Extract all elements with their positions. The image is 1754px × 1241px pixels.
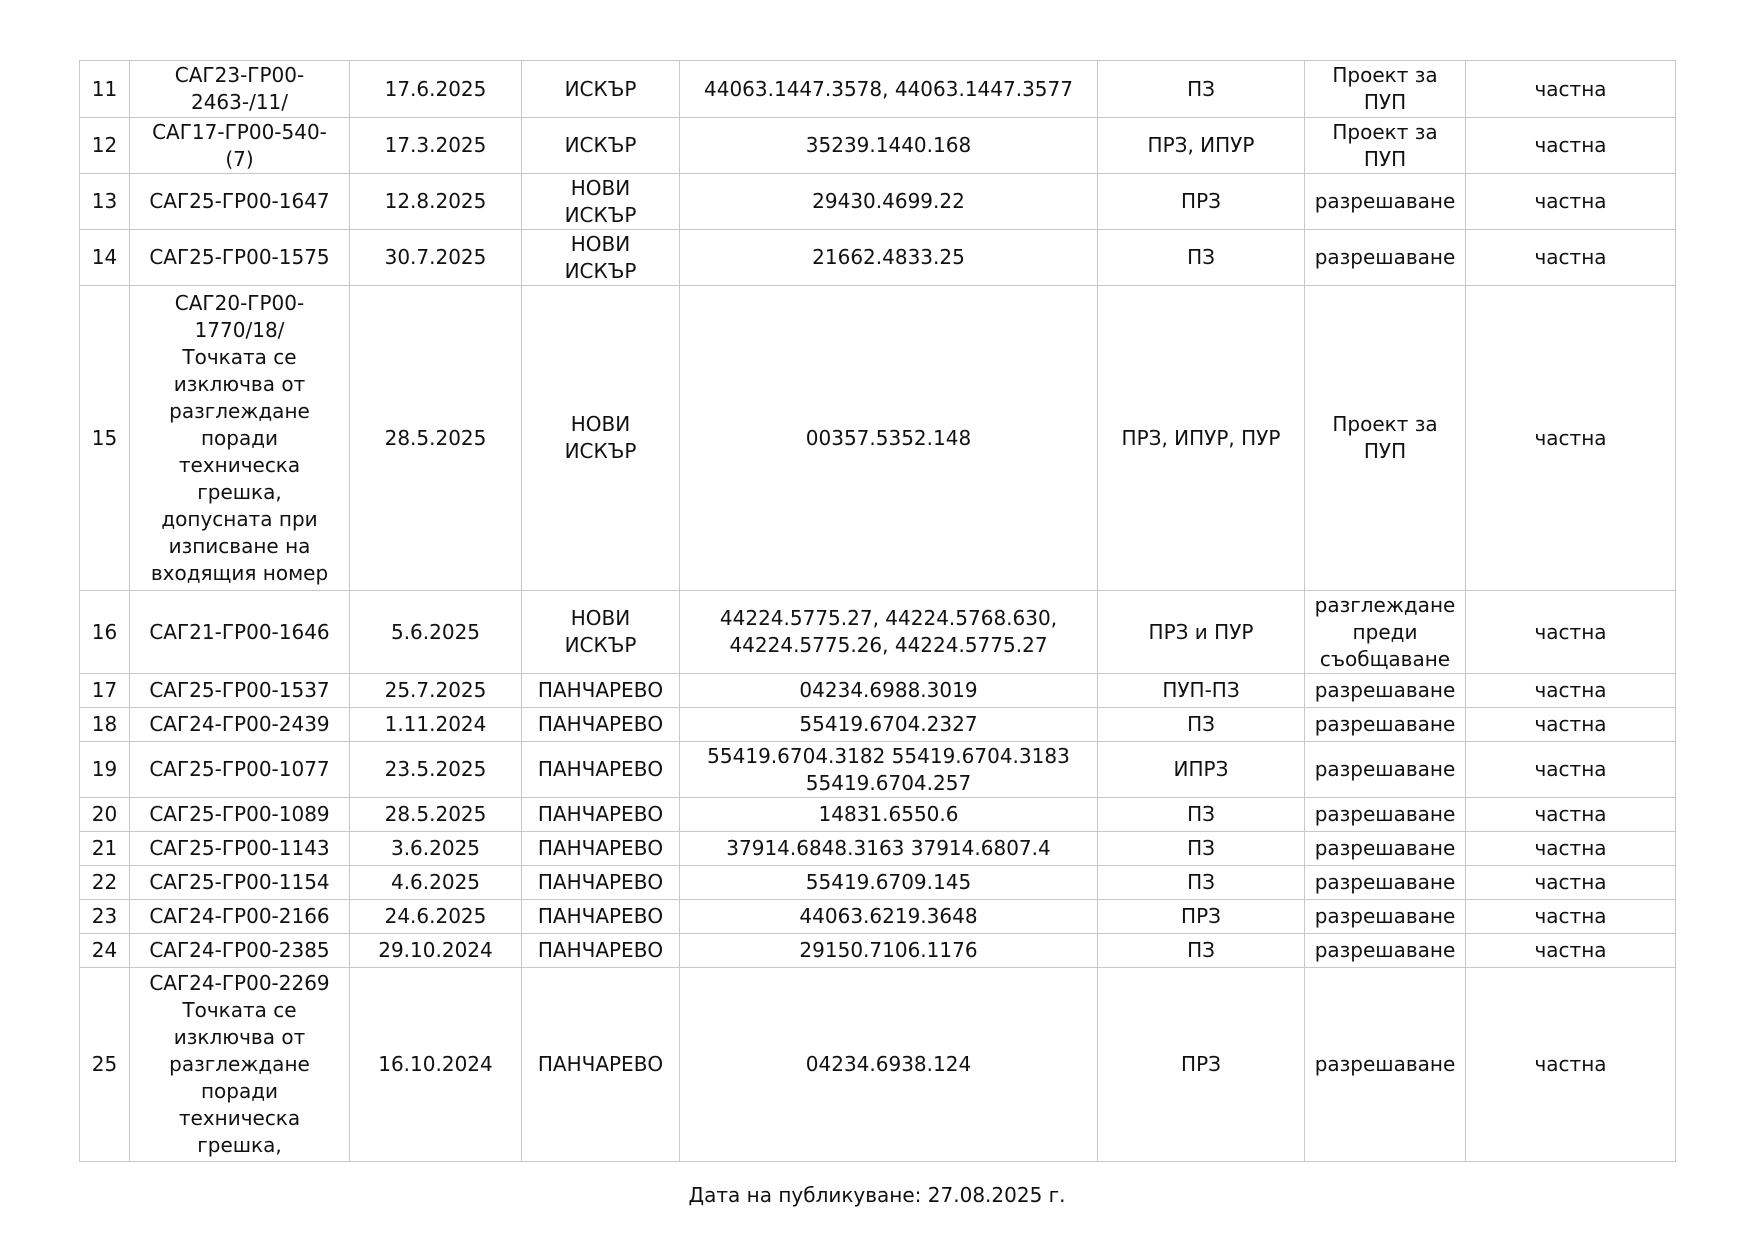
district-cell: [522, 742, 680, 798]
district-line: ПАНЧАРЕВО: [537, 870, 664, 894]
plan-type-cell: ПРЗ: [1098, 900, 1305, 934]
procedure-stage-line: Проект за: [1332, 63, 1438, 87]
district-line: НОВИ: [570, 606, 631, 630]
district-line: ИСКЪР: [564, 258, 637, 283]
procedure-stage-line: ПУП: [1363, 90, 1407, 114]
date-cell: 28.5.2025: [350, 286, 522, 591]
file-number-line: 1770/18/: [194, 317, 285, 342]
ownership-cell: частна: [1466, 742, 1676, 798]
table-row: [80, 968, 1676, 1162]
file-number-line: САГ21-ГР00-1646: [149, 619, 330, 644]
procedure-stage-line: ПУП: [1363, 439, 1407, 463]
cadastral-ids-cell: [680, 61, 1098, 118]
row-number-cell: 25: [80, 968, 130, 1162]
plan-type-cell: ПЗ: [1098, 934, 1305, 968]
district-line: ПАНЧАРЕВО: [537, 712, 664, 736]
file-number-line: САГ24-ГР00-2385: [149, 938, 330, 962]
file-number-line: САГ25-ГР00-1077: [149, 757, 330, 781]
row-number-cell: 13: [80, 174, 130, 230]
procedure-stage-cell: [1305, 61, 1466, 118]
table-row: [80, 900, 1676, 934]
procedure-stage-line: разрешаване: [1314, 836, 1456, 860]
row-number-cell: 20: [80, 798, 130, 832]
cadastral-ids-line: 44224.5775.27, 44224.5768.630,: [719, 606, 1058, 630]
procedure-stage-cell: [1305, 230, 1466, 286]
ownership-cell: частна: [1466, 674, 1676, 708]
file-number-cell: [130, 708, 350, 742]
procedure-stage-line: разрешаване: [1314, 757, 1456, 781]
plan-type-cell: ПРЗ: [1098, 174, 1305, 230]
ownership-cell: частна: [1466, 286, 1676, 591]
cadastral-ids-line: 29430.4699.22: [812, 189, 965, 213]
file-number-line: грешка,: [197, 479, 282, 504]
district-line: ПАНЧАРЕВО: [537, 802, 664, 826]
row-number-cell: 15: [80, 286, 130, 591]
cadastral-ids-line: 44224.5775.26, 44224.5775.27: [729, 633, 1048, 657]
date-cell: 17.3.2025: [350, 118, 522, 174]
cadastral-ids-cell: [680, 742, 1098, 798]
procedure-stage-cell: [1305, 674, 1466, 708]
district-line: ПАНЧАРЕВО: [537, 904, 664, 928]
procedure-stage-cell: [1305, 591, 1466, 674]
cadastral-ids-line: 55419.6704.257: [805, 770, 972, 795]
cadastral-ids-line: 55419.6704.2327: [799, 712, 978, 736]
cadastral-ids-line: 37914.6848.3163 37914.6807.4: [726, 836, 1051, 860]
row-number-cell: 16: [80, 591, 130, 674]
district-cell: [522, 174, 680, 230]
cadastral-ids-line: 04234.6938.124: [805, 1052, 972, 1076]
plan-type-cell: ПЗ: [1098, 798, 1305, 832]
table-row: [80, 798, 1676, 832]
row-number-cell: 22: [80, 866, 130, 900]
plan-type-cell: ПЗ: [1098, 832, 1305, 866]
district-line: ИСКЪР: [564, 76, 637, 101]
cadastral-ids-cell: [680, 866, 1098, 900]
row-number-cell: 18: [80, 708, 130, 742]
file-number-line: изключва от: [173, 371, 306, 396]
procedure-stage-line: Проект за: [1332, 412, 1438, 436]
cadastral-ids-cell: [680, 118, 1098, 174]
file-number-line: САГ25-ГР00-1647: [149, 189, 330, 213]
table-row: [80, 708, 1676, 742]
procedure-stage-line: разрешаване: [1314, 904, 1456, 928]
file-number-line: САГ24-ГР00-2269: [149, 971, 330, 995]
date-cell: 17.6.2025: [350, 61, 522, 118]
cadastral-ids-line: 35239.1440.168: [805, 133, 972, 157]
procedure-stage-cell: [1305, 742, 1466, 798]
table-row: [80, 742, 1676, 798]
procedure-stage-line: разрешаване: [1314, 1052, 1456, 1076]
district-line: ПАНЧАРЕВО: [537, 678, 664, 702]
plan-type-cell: ПЗ: [1098, 230, 1305, 286]
table-row: [80, 174, 1676, 230]
table-row: [80, 832, 1676, 866]
procedure-stage-cell: [1305, 934, 1466, 968]
cadastral-ids-cell: [680, 591, 1098, 674]
procedure-stage-line: разрешаване: [1314, 712, 1456, 736]
table-row: [80, 866, 1676, 900]
file-number-cell: [130, 591, 350, 674]
table-row: [80, 286, 1676, 591]
district-line: ПАНЧАРЕВО: [537, 938, 664, 962]
district-cell: [522, 832, 680, 866]
district-cell: [522, 674, 680, 708]
procedure-stage-line: разрешаване: [1314, 870, 1456, 894]
cadastral-ids-cell: [680, 832, 1098, 866]
file-number-line: САГ25-ГР00-1537: [149, 678, 330, 702]
row-number-cell: 12: [80, 118, 130, 174]
cadastral-ids-cell: [680, 286, 1098, 591]
cadastral-ids-cell: [680, 230, 1098, 286]
district-cell: [522, 934, 680, 968]
plan-type-cell: ПЗ: [1098, 61, 1305, 118]
cadastral-ids-line: 00357.5352.148: [805, 425, 972, 450]
district-cell: [522, 591, 680, 674]
district-cell: [522, 286, 680, 591]
ownership-cell: частна: [1466, 798, 1676, 832]
file-number-line: САГ24-ГР00-2166: [149, 904, 330, 928]
date-cell: 4.6.2025: [350, 866, 522, 900]
procedure-stage-line: ПУП: [1363, 146, 1407, 171]
procedure-stage-line: разрешаване: [1314, 189, 1456, 213]
district-cell: [522, 866, 680, 900]
date-cell: 24.6.2025: [350, 900, 522, 934]
district-cell: [522, 230, 680, 286]
cadastral-ids-line: 55419.6709.145: [805, 870, 972, 894]
file-number-line: Точката се: [182, 344, 297, 369]
date-cell: 5.6.2025: [350, 591, 522, 674]
cadastral-ids-cell: [680, 174, 1098, 230]
file-number-line: входящия номер: [150, 560, 329, 585]
file-number-cell: [130, 798, 350, 832]
file-number-cell: [130, 866, 350, 900]
ownership-cell: частна: [1466, 230, 1676, 286]
file-number-line: САГ25-ГР00-1089: [149, 802, 330, 826]
cadastral-ids-line: 44063.6219.3648: [799, 904, 978, 928]
row-number-cell: 24: [80, 934, 130, 968]
procedure-stage-line: разрешаване: [1314, 802, 1456, 826]
register-table: [79, 60, 1676, 1162]
date-cell: 1.11.2024: [350, 708, 522, 742]
district-line: НОВИ: [570, 175, 631, 200]
district-line: ПАНЧАРЕВО: [537, 836, 664, 860]
cadastral-ids-cell: [680, 798, 1098, 832]
table-row: [80, 230, 1676, 286]
file-number-line: САГ25-ГР00-1154: [149, 870, 330, 894]
file-number-line: допусната при: [161, 506, 318, 531]
cadastral-ids-line: 55419.6704.3182 55419.6704.3183: [707, 743, 1070, 768]
procedure-stage-cell: [1305, 286, 1466, 591]
ownership-cell: частна: [1466, 934, 1676, 968]
ownership-cell: частна: [1466, 708, 1676, 742]
procedure-stage-line: разрешаване: [1314, 245, 1456, 269]
file-number-cell: [130, 61, 350, 118]
file-number-cell: [130, 934, 350, 968]
file-number-line: техническа: [178, 452, 301, 477]
file-number-line: поради: [200, 425, 279, 450]
district-cell: [522, 900, 680, 934]
district-line: ПАНЧАРЕВО: [537, 1052, 664, 1076]
date-cell: 29.10.2024: [350, 934, 522, 968]
procedure-stage-line: преди: [1352, 619, 1418, 644]
file-number-cell: [130, 174, 350, 230]
procedure-stage-line: разглеждане: [1314, 592, 1456, 617]
plan-type-cell: ИПРЗ: [1098, 742, 1305, 798]
procedure-stage-cell: [1305, 832, 1466, 866]
table-row: [80, 591, 1676, 674]
file-number-cell: [130, 118, 350, 174]
file-number-line: разглеждане: [169, 1052, 310, 1076]
district-line: ИСКЪР: [564, 133, 637, 157]
row-number-cell: 11: [80, 61, 130, 118]
plan-type-cell: ПУП-ПЗ: [1098, 674, 1305, 708]
date-cell: 28.5.2025: [350, 798, 522, 832]
file-number-line: изключва от: [173, 1025, 306, 1049]
file-number-line: техническа: [178, 1106, 301, 1130]
file-number-cell: [130, 742, 350, 798]
district-cell: [522, 118, 680, 174]
table-row: [80, 674, 1676, 708]
row-number-cell: 19: [80, 742, 130, 798]
ownership-cell: частна: [1466, 866, 1676, 900]
table-body: [80, 61, 1676, 1162]
procedure-stage-cell: [1305, 174, 1466, 230]
cadastral-ids-cell: [680, 934, 1098, 968]
row-number-cell: 21: [80, 832, 130, 866]
row-number-cell: 23: [80, 900, 130, 934]
district-line: ИСКЪР: [564, 439, 637, 463]
date-cell: 30.7.2025: [350, 230, 522, 286]
procedure-stage-line: разрешаване: [1314, 678, 1456, 702]
district-cell: [522, 968, 680, 1162]
date-cell: 16.10.2024: [350, 968, 522, 1162]
ownership-cell: частна: [1466, 591, 1676, 674]
ownership-cell: частна: [1466, 61, 1676, 118]
district-line: НОВИ: [570, 412, 631, 436]
date-cell: 3.6.2025: [350, 832, 522, 866]
district-cell: [522, 708, 680, 742]
district-cell: [522, 61, 680, 118]
district-line: ПАНЧАРЕВО: [537, 757, 664, 781]
procedure-stage-cell: [1305, 708, 1466, 742]
cadastral-ids-cell: [680, 900, 1098, 934]
cadastral-ids-line: 04234.6988.3019: [799, 678, 978, 702]
ownership-cell: частна: [1466, 968, 1676, 1162]
cadastral-ids-cell: [680, 968, 1098, 1162]
cadastral-ids-cell: [680, 674, 1098, 708]
file-number-cell: [130, 968, 350, 1162]
cadastral-ids-line: 29150.7106.1176: [799, 938, 978, 962]
ownership-cell: частна: [1466, 118, 1676, 174]
file-number-line: (7): [225, 146, 254, 171]
cadastral-ids-line: 14831.6550.6: [818, 802, 959, 826]
cadastral-ids-line: 21662.4833.25: [812, 245, 965, 269]
date-cell: 23.5.2025: [350, 742, 522, 798]
district-line: ИСКЪР: [564, 633, 637, 657]
file-number-line: САГ17-ГР00-540-: [152, 119, 327, 144]
file-number-line: разглеждане: [169, 398, 310, 423]
file-number-line: изписване на: [168, 533, 311, 558]
procedure-stage-cell: [1305, 900, 1466, 934]
file-number-cell: [130, 674, 350, 708]
cadastral-ids-cell: [680, 708, 1098, 742]
district-line: НОВИ: [570, 231, 631, 256]
procedure-stage-line: Проект за: [1332, 119, 1438, 144]
file-number-line: САГ25-ГР00-1143: [149, 836, 330, 860]
row-number-cell: 14: [80, 230, 130, 286]
ownership-cell: частна: [1466, 832, 1676, 866]
procedure-stage-cell: [1305, 866, 1466, 900]
ownership-cell: частна: [1466, 174, 1676, 230]
plan-type-cell: ПРЗ и ПУР: [1098, 591, 1305, 674]
procedure-stage-line: разрешаване: [1314, 938, 1456, 962]
file-number-cell: [130, 900, 350, 934]
procedure-stage-cell: [1305, 118, 1466, 174]
file-number-line: САГ23-ГР00-: [174, 63, 305, 87]
cadastral-ids-line: 44063.1447.3578, 44063.1447.3577: [704, 76, 1073, 101]
plan-type-cell: ПРЗ, ИПУР: [1098, 118, 1305, 174]
publication-date: Дата на публикуване: 27.08.2025 г.: [688, 1183, 1066, 1207]
plan-type-cell: ПЗ: [1098, 866, 1305, 900]
file-number-line: 2463-/11/: [190, 90, 289, 114]
plan-type-cell: ПЗ: [1098, 708, 1305, 742]
file-number-line: Точката се: [182, 998, 297, 1022]
plan-type-cell: ПРЗ, ИПУР, ПУР: [1098, 286, 1305, 591]
file-number-line: поради: [200, 1079, 279, 1103]
row-number-cell: 17: [80, 674, 130, 708]
file-number-cell: [130, 832, 350, 866]
file-number-line: САГ20-ГР00-: [174, 290, 305, 315]
table-row: [80, 118, 1676, 174]
date-cell: 12.8.2025: [350, 174, 522, 230]
file-number-cell: [130, 230, 350, 286]
file-number-cell: [130, 286, 350, 591]
ownership-cell: частна: [1466, 900, 1676, 934]
procedure-stage-line: съобщаване: [1319, 646, 1451, 671]
procedure-stage-cell: [1305, 968, 1466, 1162]
table-row: [80, 61, 1676, 118]
plan-type-cell: ПРЗ: [1098, 968, 1305, 1162]
procedure-stage-cell: [1305, 798, 1466, 832]
district-line: ИСКЪР: [564, 202, 637, 227]
district-cell: [522, 798, 680, 832]
file-number-line: САГ25-ГР00-1575: [149, 245, 330, 269]
table-row: [80, 934, 1676, 968]
file-number-line: грешка,: [197, 1133, 282, 1157]
date-cell: 25.7.2025: [350, 674, 522, 708]
file-number-line: САГ24-ГР00-2439: [149, 712, 330, 736]
